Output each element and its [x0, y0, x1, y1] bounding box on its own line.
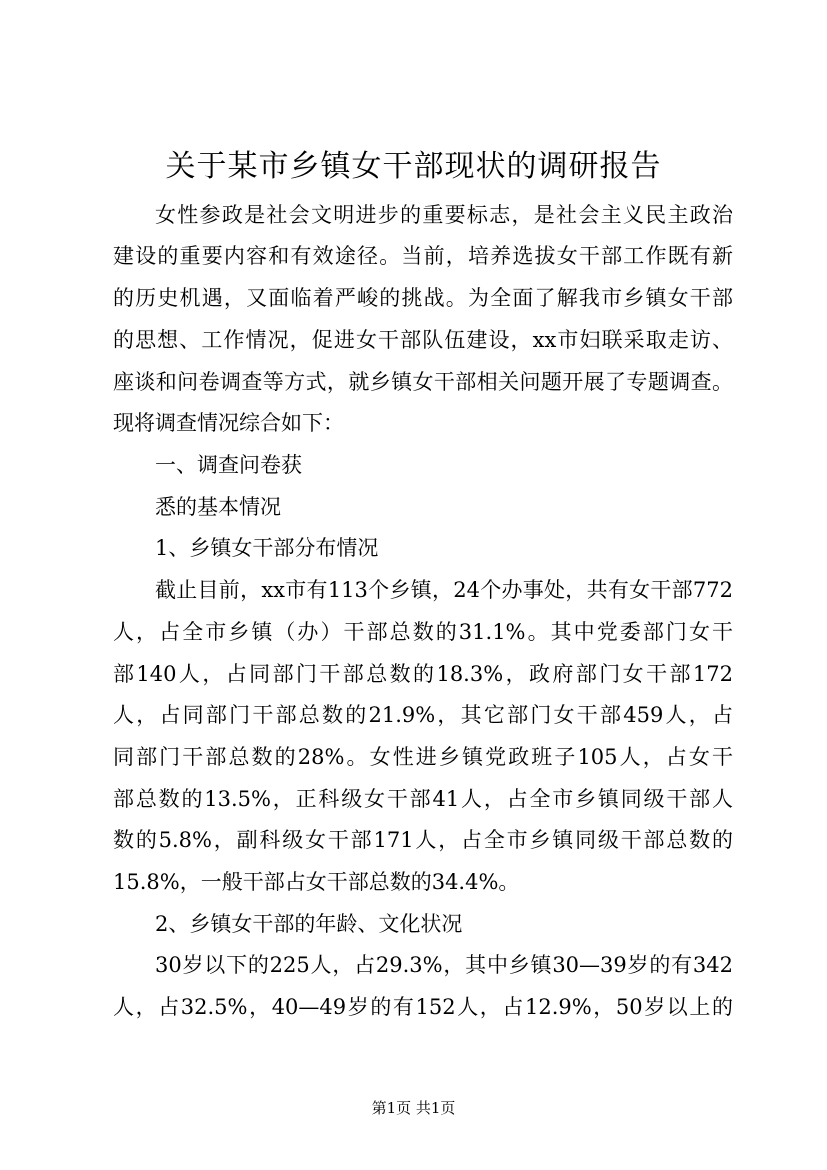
document-title: 关于某市乡镇女干部现状的调研报告 [165, 149, 662, 184]
paragraph-line: 部140人，占同部门干部总数的18.3%，政府部门女干部172 [113, 662, 733, 686]
paragraph-line: 人，占同部门干部总数的21.9%，其它部门女干部459人，占 [113, 703, 733, 727]
paragraph-line: 女性参政是社会文明进步的重要标志，是社会主义民主政治 [155, 203, 733, 227]
paragraph-line: 的历史机遇，又面临着严峻的挑战。为全面了解我市乡镇女干部 [113, 286, 733, 310]
paragraph-line: 数的5.8%，副科级女干部171人，占全市乡镇同级干部总数的 [113, 828, 733, 852]
paragraph-line: 截止目前，xx市有113个乡镇，24个办事处，共有女干部772 [155, 578, 733, 602]
section-heading: 一、调查问卷获 [155, 453, 302, 477]
paragraph-line: 建设的重要内容和有效途径。当前，培养选拔女干部工作既有新 [113, 244, 733, 268]
paragraph-line: 部总数的13.5%，正科级女干部41人，占全市乡镇同级干部人 [113, 787, 733, 811]
paragraph-line: 人，占全市乡镇（办）干部总数的31.1%。其中党委部门女干 [113, 620, 733, 644]
page-number-footer: 第1页 共1页 [371, 1099, 456, 1117]
paragraph-line: 的思想、工作情况，促进女干部队伍建设，xx市妇联采取走访、 [113, 328, 733, 352]
paragraph-line: 人，占32.5%，40—49岁的有152人，占12.9%，50岁以上的 [113, 995, 733, 1019]
paragraph-line: 现将调查情况综合如下： [113, 411, 344, 435]
section-heading: 悉的基本情况 [155, 495, 281, 519]
subsection-heading: 2、乡镇女干部的年龄、文化状况 [155, 912, 463, 936]
paragraph-line: 15.8%，一般干部占女干部总数的34.4%。 [113, 870, 520, 894]
paragraph-line: 同部门干部总数的28%。女性进乡镇党政班子105人，占女干 [113, 745, 733, 769]
paragraph-line: 座谈和问卷调查等方式，就乡镇女干部相关问题开展了专题调查。 [113, 370, 733, 394]
subsection-heading: 1、乡镇女干部分布情况 [155, 536, 379, 560]
paragraph-line: 30岁以下的225人，占29.3%，其中乡镇30—39岁的有342 [155, 953, 733, 977]
